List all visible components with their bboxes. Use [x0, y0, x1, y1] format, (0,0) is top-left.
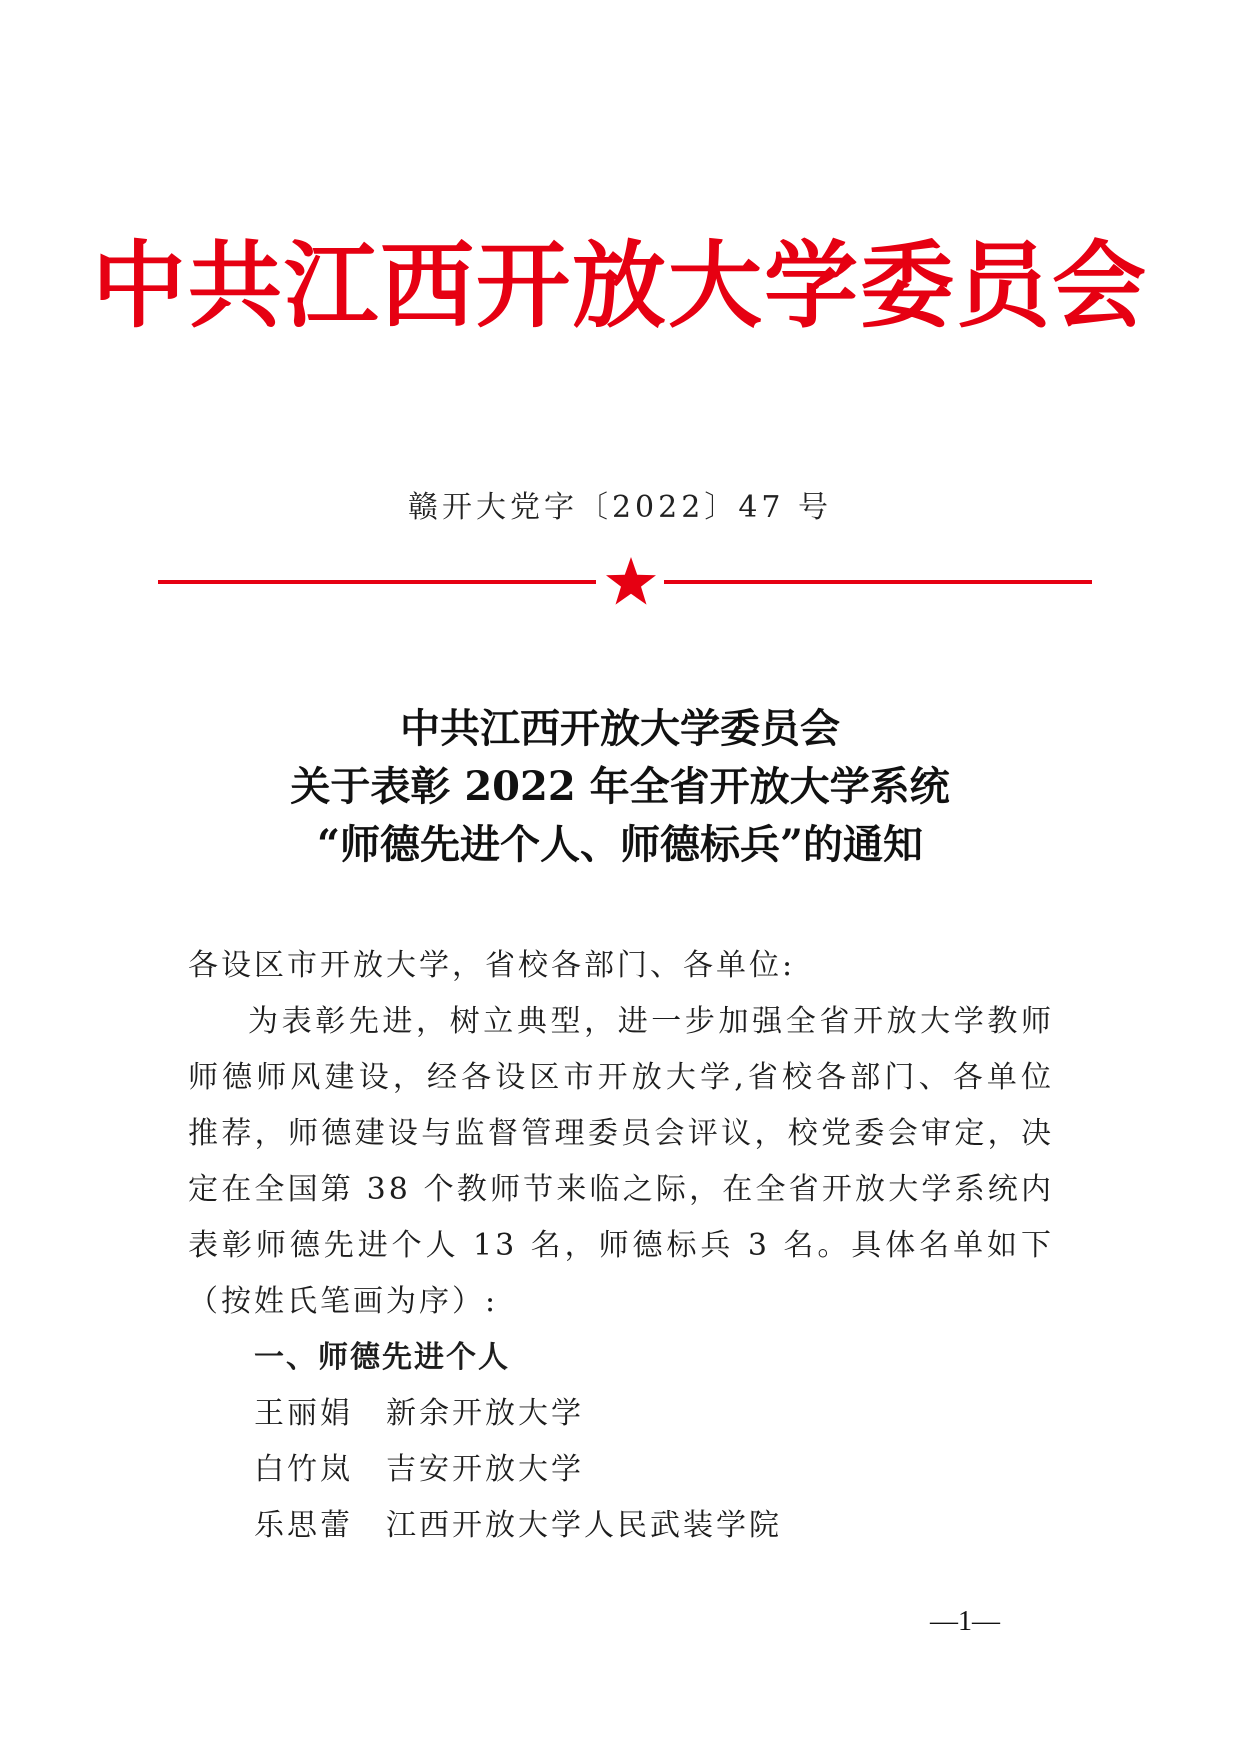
document-number: 赣开大党字〔2022〕47 号 [407, 490, 833, 525]
honoree-name: 白竹岚 [254, 1452, 353, 1487]
honoree-unit: 吉安开放大学 [386, 1452, 584, 1487]
honoree-unit: 江西开放大学人民武装学院 [386, 1508, 782, 1543]
body-paragraph: 为表彰先进，树立典型，进一步加强全省开放大学教师师德师风建设，经各设区市开放大学,省校各部门、各单位推荐，师德建设与监督管理委员会评议，校党委会审定，决定在全国第 38 个教师节来临之际，在全省开放大学系统内表彰师德先进个人 13 名，师德标兵 3 名。具体名单如下（按姓氏笔画为序）: [188, 1004, 1054, 1319]
salutation: 各设区市开放大学，省校各部门、各单位: [188, 948, 796, 983]
page-number: —1— [930, 1606, 1000, 1637]
title-line: 中共江西开放大学委员会 [400, 705, 840, 752]
title-line: 关于表彰 2022 年全省开放大学系统 [290, 763, 950, 810]
honoree-row [188, 1442, 1054, 1498]
issuer-masthead: 中共江西开放大学委员会 [91, 232, 1148, 341]
red-divider-right [664, 580, 1092, 584]
red-star-icon [605, 556, 657, 606]
section-heading: 一、师德先进个人 [254, 1340, 510, 1375]
notice-title [0, 700, 1240, 874]
honoree-row [188, 1386, 1054, 1442]
honoree-name: 王丽娟 [254, 1396, 353, 1431]
honoree-row [188, 1498, 1054, 1554]
honoree-name: 乐思蕾 [254, 1508, 353, 1543]
honoree-unit: 新余开放大学 [386, 1396, 584, 1431]
title-line: “师德先进个人、师德标兵”的通知 [316, 821, 923, 868]
notice-body [188, 938, 1054, 1554]
red-divider-left [158, 580, 596, 584]
